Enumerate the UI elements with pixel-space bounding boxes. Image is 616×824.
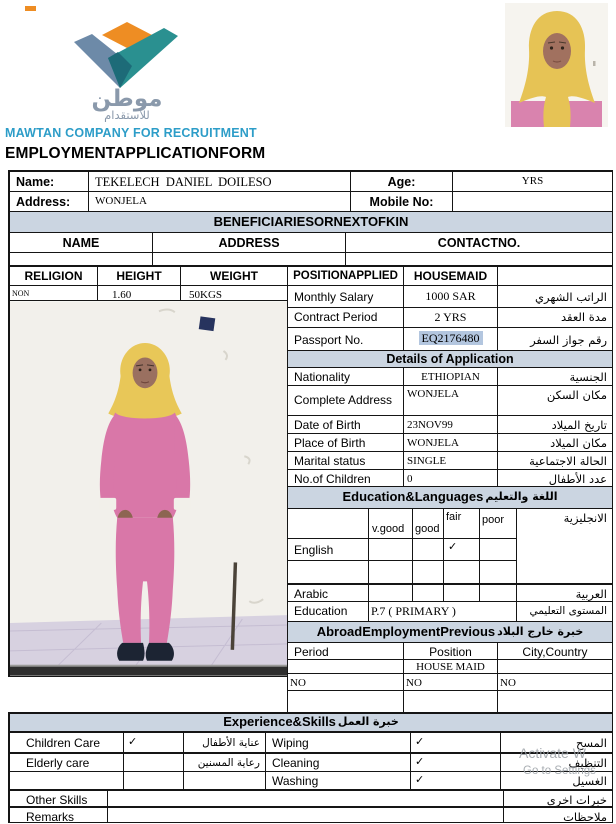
beneficiary-name-cell xyxy=(8,252,152,265)
abroad-city-cell xyxy=(497,659,613,673)
activate-windows-watermark-line2: Go to Settings xyxy=(523,765,596,777)
form-title: EMPLOYMENTAPPLICATIONFORM xyxy=(5,145,266,162)
tiled-floor xyxy=(10,615,287,672)
marital-status-value: SINGLE xyxy=(403,451,497,469)
children-care-check: ✓ xyxy=(123,731,183,752)
children-care-label: Children Care xyxy=(8,731,123,752)
nationality-label: Nationality xyxy=(287,367,403,385)
arabic-vgood-cell xyxy=(368,583,412,601)
name-label: Name: xyxy=(8,170,88,191)
height-label: HEIGHT xyxy=(97,265,180,285)
applicant-portrait-photo xyxy=(505,3,608,127)
beneficiaries-col-contact: CONTACTNO. xyxy=(345,232,613,252)
contract-period-label: Contract Period xyxy=(287,307,403,327)
date-of-birth-label: Date of Birth xyxy=(287,415,403,433)
beneficiaries-header: BENEFICIARIESORNEXTOFKIN xyxy=(8,211,613,232)
left-cuff xyxy=(99,498,116,510)
arabic-fair-cell xyxy=(443,583,479,601)
abroad-spare-cell xyxy=(497,690,613,712)
wiping-check: ✓ xyxy=(410,731,500,752)
company-name: MAWTAN COMPANY FOR RECRUITMENT xyxy=(5,126,257,140)
applicant-full-photo xyxy=(10,301,287,676)
experience-skills-title-arabic: خبرة العمل xyxy=(337,715,399,729)
height-value: 1.60 xyxy=(97,285,180,300)
passport-no-value: EQ2176480 xyxy=(419,331,483,345)
cleaning-label: Cleaning xyxy=(265,752,410,771)
beneficiary-address-cell xyxy=(152,252,345,265)
cleaning-check: ✓ xyxy=(410,752,500,771)
skills-spare-arabic xyxy=(183,771,265,789)
nationality-value: ETHIOPIAN xyxy=(403,367,497,385)
language-spare-cell xyxy=(287,560,368,583)
level-vgood-header: v.good xyxy=(368,508,412,538)
complete-address-label: Complete Address xyxy=(287,385,403,415)
beneficiary-contact-cell xyxy=(345,252,613,265)
age-label: Age: xyxy=(350,170,452,191)
applicant-full-photo-frame xyxy=(8,300,287,677)
level-good-header: good xyxy=(412,508,443,538)
complete-address-value: WONJELA xyxy=(403,385,497,415)
abroad-period-cell xyxy=(287,659,403,673)
passport-no-arabic: رقم جواز السفر xyxy=(497,327,613,350)
scan-artifact-orange-mark xyxy=(25,6,36,11)
abroad-employment-title-arabic: خبرة خارج البلاد xyxy=(497,624,584,638)
cleaning-arabic: التنظيف xyxy=(500,752,613,771)
arabic-good-cell xyxy=(412,583,443,601)
children-count-value: 0 xyxy=(403,469,497,486)
abroad-position-value: HOUSE MAID xyxy=(403,659,497,673)
abroad-employment-header xyxy=(287,621,613,642)
photo-bottom-strip xyxy=(10,667,287,676)
position-applied-value: HOUSEMAID xyxy=(403,265,497,285)
other-skills-value xyxy=(107,789,503,806)
arabic-language-arabic: العربية xyxy=(516,583,613,601)
beneficiaries-col-address: ADDRESS xyxy=(152,232,345,252)
position-applied-label: POSITIONAPPLIED xyxy=(287,265,403,285)
details-header: Details of Application xyxy=(287,350,613,367)
skills-spare-label xyxy=(8,771,123,789)
left-shoe xyxy=(117,643,144,661)
place-of-birth-label: Place of Birth xyxy=(287,433,403,451)
face xyxy=(133,357,158,388)
abroad-no-city: NO xyxy=(497,673,613,690)
skills-spare-check xyxy=(123,771,183,789)
dark-tag-mark xyxy=(199,316,216,331)
marital-status-arabic: الحالة الاجتماعية xyxy=(497,451,613,469)
date-of-birth-arabic: تاريخ الميلاد xyxy=(497,415,613,433)
complete-address-arabic: مكان السكن xyxy=(497,385,613,415)
arabic-language-label: Arabic xyxy=(287,583,368,601)
place-of-birth-value: WONJELA xyxy=(403,433,497,451)
english-fair-check: ✓ xyxy=(443,538,479,560)
portrait-face xyxy=(543,33,571,69)
activate-windows-watermark-line1: Activate W xyxy=(519,745,586,761)
right-shoe xyxy=(146,643,174,661)
elderly-care-check xyxy=(123,752,183,771)
english-arabic: الانجليزية xyxy=(516,508,613,583)
education-row-arabic: المستوى التعليمي xyxy=(516,601,613,621)
abroad-no-position: NO xyxy=(403,673,497,690)
passport-no-label: Passport No. xyxy=(287,327,403,350)
elderly-care-label: Elderly care xyxy=(8,752,123,771)
language-spare-cell xyxy=(368,560,412,583)
education-languages-title: Education&Languages xyxy=(342,489,484,505)
abroad-spare-cell xyxy=(403,690,497,712)
education-row-value: P.7 ( PRIMARY ) xyxy=(368,601,516,621)
address-value: WONJELA xyxy=(88,191,350,211)
language-col-header xyxy=(287,508,368,538)
date-of-birth-value: 23NOV99 xyxy=(403,415,497,433)
other-skills-label: Other Skills xyxy=(8,789,107,806)
right-cuff xyxy=(174,498,191,510)
remarks-arabic: ملاحظات xyxy=(503,806,613,823)
english-poor-cell xyxy=(479,538,516,560)
elderly-care-arabic: رعاية المسنين xyxy=(183,752,265,771)
abroad-no-period: NO xyxy=(287,673,403,690)
children-count-label: No.of Children xyxy=(287,469,403,486)
religion-value: NON xyxy=(8,285,97,300)
passport-no-cell xyxy=(403,327,497,350)
children-count-arabic: عدد الأطفال xyxy=(497,469,613,486)
washing-arabic: الغسيل xyxy=(500,771,613,789)
arabic-poor-cell xyxy=(479,583,516,601)
experience-skills-header xyxy=(8,712,613,731)
experience-skills-title: Experience&Skills xyxy=(223,714,336,730)
other-skills-arabic: خبرات اخرى xyxy=(503,789,613,806)
address-label: Address: xyxy=(8,191,88,211)
children-care-arabic: عناية الأطفال xyxy=(183,731,265,752)
washing-check: ✓ xyxy=(410,771,500,789)
marital-status-label: Marital status xyxy=(287,451,403,469)
weight-label: WEIGHT xyxy=(180,265,287,285)
english-good-cell xyxy=(412,538,443,560)
abroad-col-position: Position xyxy=(403,642,497,659)
age-value: YRS xyxy=(452,170,613,191)
empty-header-cell xyxy=(497,265,613,285)
company-logo xyxy=(50,4,205,122)
remarks-value xyxy=(107,806,503,823)
washing-label: Washing xyxy=(265,771,410,789)
language-spare-cell xyxy=(412,560,443,583)
education-row-label: Education xyxy=(287,601,368,621)
english-vgood-cell xyxy=(368,538,412,560)
weight-value: 50KGS xyxy=(180,285,287,300)
name-value: TEKELECH DANIEL DOILESO xyxy=(88,170,350,191)
abroad-employment-title: AbroadEmploymentPrevious xyxy=(316,623,496,639)
monthly-salary-value: 1000 SAR xyxy=(403,285,497,307)
abroad-col-period: Period xyxy=(287,642,403,659)
monthly-salary-label: Monthly Salary xyxy=(287,285,403,307)
mobile-label: Mobile No: xyxy=(350,191,452,211)
education-languages-title-arabic: اللغة والتعليم xyxy=(485,490,558,504)
language-spare-cell xyxy=(479,560,516,583)
beneficiaries-col-name: NAME xyxy=(8,232,152,252)
mobile-value xyxy=(452,191,613,211)
place-of-birth-arabic: مكان الميلاد xyxy=(497,433,613,451)
language-spare-cell xyxy=(443,560,479,583)
level-poor-header: poor xyxy=(479,508,516,538)
contract-period-arabic: مدة العقد xyxy=(497,307,613,327)
contract-period-value: 2 YRS xyxy=(403,307,497,327)
monthly-salary-arabic: الراتب الشهري xyxy=(497,285,613,307)
wiping-arabic: المسح xyxy=(500,731,613,752)
wiping-label: Wiping xyxy=(265,731,410,752)
english-label: English xyxy=(287,538,368,560)
abroad-col-city: City,Country xyxy=(497,642,613,659)
religion-label: RELIGION xyxy=(8,265,97,285)
remarks-label: Remarks xyxy=(8,806,107,823)
logo-arabic-main: موطن xyxy=(91,86,163,112)
nationality-arabic: الجنسية xyxy=(497,367,613,385)
pink-top xyxy=(109,413,182,518)
logo-arabic-sub: للاستقدام xyxy=(104,108,150,122)
education-languages-header xyxy=(287,486,613,508)
abroad-spare-cell xyxy=(287,690,403,712)
level-fair-header: fair xyxy=(443,508,479,538)
